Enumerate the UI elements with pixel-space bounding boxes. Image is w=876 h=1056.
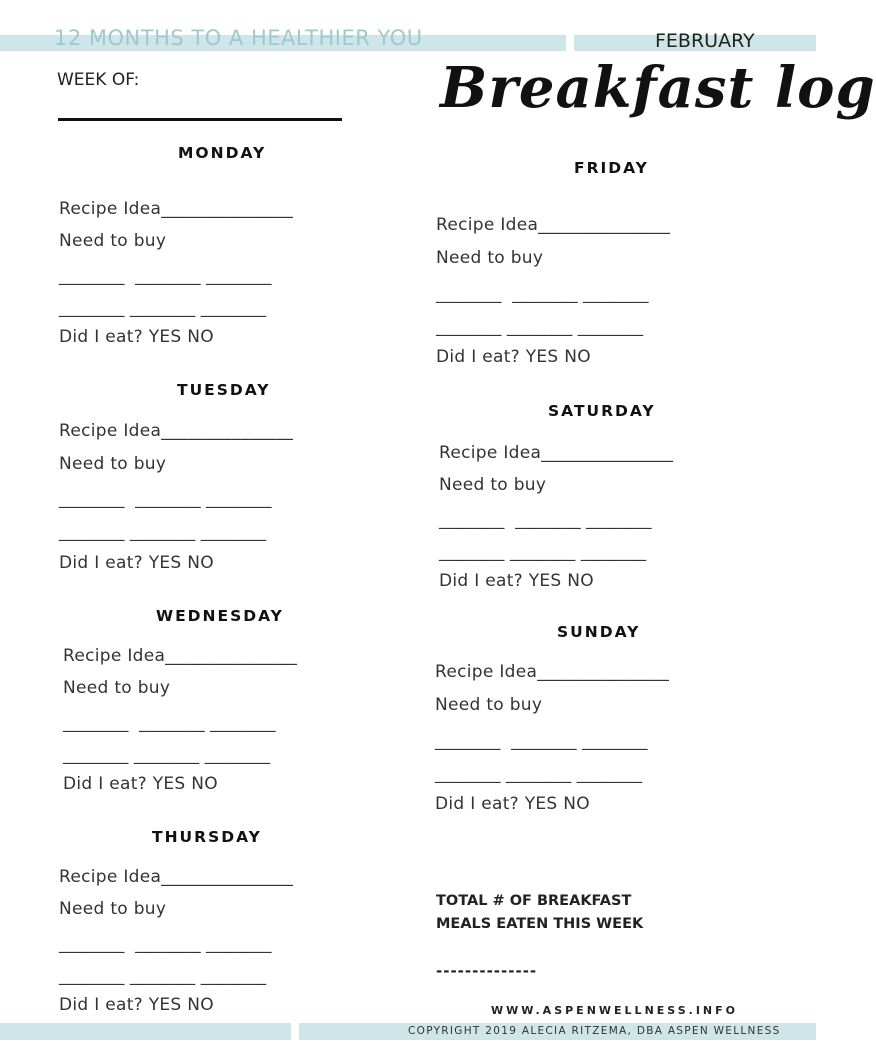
did-i-eat-line[interactable]: Did I eat? YES NO bbox=[435, 794, 590, 814]
need-to-buy-label: Need to buy bbox=[59, 231, 167, 251]
day-heading-saturday: SATURDAY bbox=[548, 402, 656, 420]
shopping-blank-row[interactable]: ________ ________ ________ bbox=[59, 934, 272, 953]
bottom-band-left bbox=[0, 1023, 291, 1040]
shopping-blank-row[interactable]: ________ ________ ________ bbox=[59, 489, 272, 508]
total-breakfast-label bbox=[436, 890, 643, 936]
day-heading-friday: FRIDAY bbox=[574, 159, 649, 177]
day-heading-wednesday: WEDNESDAY bbox=[156, 607, 284, 625]
need-to-buy-label: Need to buy bbox=[439, 475, 547, 495]
need-to-buy-label: Need to buy bbox=[435, 695, 543, 715]
need-to-buy-label: Need to buy bbox=[59, 899, 167, 919]
recipe-idea-line[interactable]: Recipe Idea_______________ bbox=[59, 199, 294, 219]
shopping-blank-row[interactable]: ________ ________ ________ bbox=[439, 510, 652, 529]
shopping-blank-row[interactable]: ________ ________ ________ bbox=[59, 266, 272, 285]
recipe-idea-line[interactable]: Recipe Idea_______________ bbox=[439, 443, 674, 463]
total-label-line1: TOTAL # OF BREAKFAST bbox=[436, 893, 632, 909]
shopping-blank-row[interactable]: ________ ________ ________ bbox=[436, 317, 644, 336]
did-i-eat-line[interactable]: Did I eat? YES NO bbox=[439, 571, 594, 591]
month-label: FEBRUARY bbox=[655, 30, 755, 52]
header-title: 12 MONTHS TO A HEALTHIER YOU bbox=[54, 26, 423, 50]
shopping-blank-row[interactable]: ________ ________ ________ bbox=[63, 745, 271, 764]
need-to-buy-label: Need to buy bbox=[59, 454, 167, 474]
recipe-idea-line[interactable]: Recipe Idea_______________ bbox=[59, 867, 294, 887]
shopping-blank-row[interactable]: ________ ________ ________ bbox=[63, 713, 276, 732]
did-i-eat-line[interactable]: Did I eat? YES NO bbox=[59, 995, 214, 1015]
recipe-idea-line[interactable]: Recipe Idea_______________ bbox=[436, 215, 671, 235]
website-link[interactable]: WWW.ASPENWELLNESS.INFO bbox=[491, 1004, 738, 1017]
total-blank-line[interactable]: -------------- bbox=[436, 962, 538, 980]
shopping-blank-row[interactable]: ________ ________ ________ bbox=[439, 542, 647, 561]
need-to-buy-label: Need to buy bbox=[436, 248, 544, 268]
shopping-blank-row[interactable]: ________ ________ ________ bbox=[59, 966, 267, 985]
recipe-idea-line[interactable]: Recipe Idea_______________ bbox=[63, 646, 298, 666]
day-heading-tuesday: TUESDAY bbox=[177, 381, 271, 399]
day-heading-monday: MONDAY bbox=[178, 144, 267, 162]
shopping-blank-row[interactable]: ________ ________ ________ bbox=[59, 298, 267, 317]
week-of-label: WEEK OF: bbox=[57, 70, 140, 90]
day-heading-sunday: SUNDAY bbox=[557, 623, 641, 641]
did-i-eat-line[interactable]: Did I eat? YES NO bbox=[436, 347, 591, 367]
week-of-line[interactable] bbox=[58, 118, 342, 121]
did-i-eat-line[interactable]: Did I eat? YES NO bbox=[63, 774, 218, 794]
shopping-blank-row[interactable]: ________ ________ ________ bbox=[435, 731, 648, 750]
did-i-eat-line[interactable]: Did I eat? YES NO bbox=[59, 327, 214, 347]
recipe-idea-line[interactable]: Recipe Idea_______________ bbox=[59, 421, 294, 441]
copyright-text: COPYRIGHT 2019 ALECIA RITZEMA, DBA ASPEN WELLNESS bbox=[408, 1025, 781, 1037]
recipe-idea-line[interactable]: Recipe Idea_______________ bbox=[435, 662, 670, 682]
total-label-line2: MEALS EATEN THIS WEEK bbox=[436, 916, 644, 932]
day-heading-thursday: THURSDAY bbox=[152, 828, 262, 846]
did-i-eat-line[interactable]: Did I eat? YES NO bbox=[59, 553, 214, 573]
page-title: Breakfast log bbox=[440, 55, 876, 121]
shopping-blank-row[interactable]: ________ ________ ________ bbox=[59, 522, 267, 541]
shopping-blank-row[interactable]: ________ ________ ________ bbox=[435, 764, 643, 783]
shopping-blank-row[interactable]: ________ ________ ________ bbox=[436, 284, 649, 303]
need-to-buy-label: Need to buy bbox=[63, 678, 171, 698]
